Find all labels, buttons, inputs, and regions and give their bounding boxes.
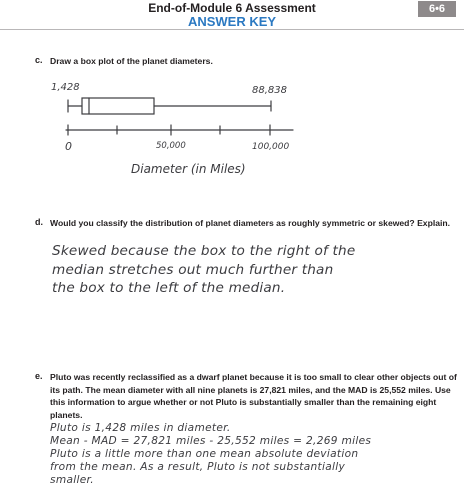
answer-e-line-1: Pluto is 1,428 miles in diameter. — [50, 422, 231, 434]
question-e-prompt-line-1: Pluto was recently reclassified as a dwarf planet because it is too small to clear other objects out of — [50, 372, 457, 382]
answer-e-line-5: smaller. — [50, 474, 94, 486]
question-d-letter: d. — [35, 217, 43, 227]
box-plot — [0, 70, 464, 190]
question-e-prompt-line-2: its path. The mean diameter with all nine planets is 27,821 miles, and the MAD is 25,552 miles. Use — [50, 384, 451, 395]
tick-label-0: 0 — [65, 140, 72, 153]
answer-d-line-1: Skewed because the box to the right of the — [52, 243, 356, 259]
tick-label-100000: 100,000 — [252, 142, 290, 152]
header-rule — [0, 29, 464, 30]
answer-d-line-3: the box to the left of the median. — [52, 280, 286, 296]
question-e-prompt-line-4: planets. — [50, 409, 83, 420]
question-e-letter: e. — [35, 371, 43, 381]
header-title: End-of-Module 6 Assessment — [148, 1, 316, 15]
answer-e-line-4: from the mean. As a result, Pluto is not substantially — [50, 461, 346, 473]
grade-badge: 6•6 — [418, 1, 456, 17]
question-c-prompt: Draw a box plot of the planet diameters. — [50, 56, 213, 66]
answer-d-line-2: median stretches out much further than — [52, 261, 334, 278]
answer-key-label: ANSWER KEY — [187, 14, 277, 29]
axis-title: Diameter (in Miles) — [131, 162, 246, 176]
answer-d — [52, 242, 355, 298]
question-e-prompt — [50, 371, 460, 421]
question-e-prompt-line-3: this information to argue whether or not Pluto is substantially smaller than the remaining eight — [50, 397, 437, 407]
tick-label-50000: 50,000 — [156, 141, 186, 151]
max-label: 88,838 — [252, 85, 287, 96]
question-c-letter: c. — [35, 55, 43, 65]
answer-e — [50, 422, 371, 487]
answer-e-line-3: Pluto is a little more than one mean absolute deviation — [50, 448, 359, 460]
min-label: 1,428 — [51, 82, 80, 93]
box — [82, 98, 154, 114]
answer-e-line-2: Mean - MAD = 27,821 miles - 25,552 miles = 2,269 miles — [50, 435, 372, 447]
question-d-prompt: Would you classify the distribution of planet diameters as roughly symmetric or skewed? Explain. — [50, 218, 451, 228]
